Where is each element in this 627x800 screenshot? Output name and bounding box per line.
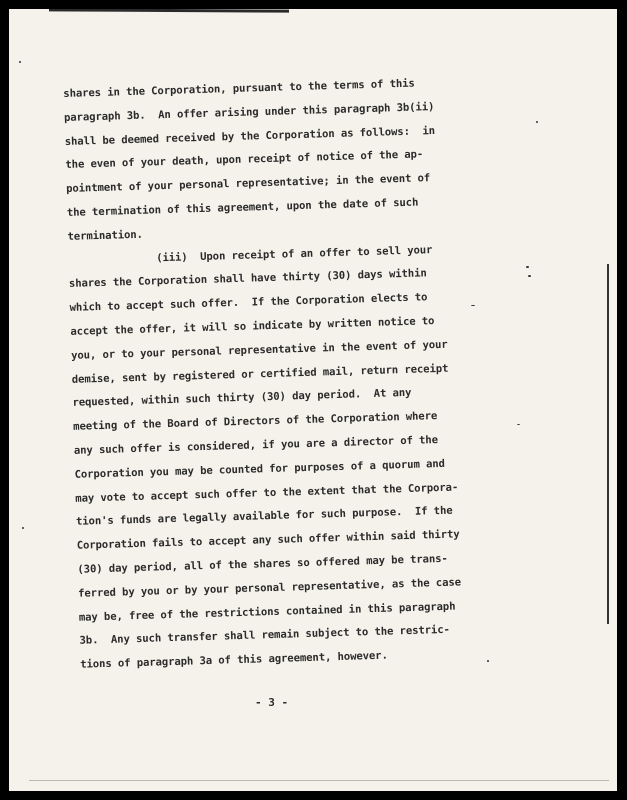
scan-speck — [22, 527, 24, 529]
text-line: shares in the Corporation, pursuant to the terms of this — [63, 77, 415, 100]
text-line: any such offer is considered, if you are a director of the — [73, 433, 439, 457]
text-line: requested, within such thirty (30) day period. At any — [72, 387, 412, 410]
text-line: may vote to accept such offer to the extent that the Corpora- — [75, 481, 459, 505]
scan-speck — [528, 275, 531, 277]
scan-speck — [19, 61, 21, 63]
text-line: (30) day period, all of the shares so offered may be trans- — [77, 552, 448, 576]
paragraph-heading: (iii) Upon receipt of an offer to sell your — [156, 243, 433, 264]
text-line: tion's funds are legally available for such purpose. If the — [75, 504, 453, 529]
text-line: 3b. Any such transfer shall remain subject to the restric- — [79, 624, 450, 648]
text-line: ferred by you or by your personal representative, as the case — [77, 576, 462, 600]
text-line: you, or to your personal representative in the event of your — [70, 338, 448, 362]
scan-speck — [536, 121, 538, 123]
text-line: the termination of this agreement, upon the date of such — [66, 196, 419, 219]
text-line: Corporation fails to accept any such offer within said thirty — [76, 528, 460, 552]
text-line: paragraph 3b. An offer arising under this paragraph 3b(ii) — [63, 100, 435, 124]
text-line: the even of your death, upon receipt of notice of the ap- — [65, 148, 424, 172]
document-body — [63, 71, 500, 678]
document-page — [9, 9, 617, 791]
text-line: termination. — [67, 228, 144, 243]
text-line: demise, sent by registered or certified mail, return receipt — [71, 362, 449, 386]
scan-edge-bottom — [29, 780, 609, 781]
text-line: pointment of your personal representative; in the event of — [65, 172, 431, 196]
text-line: tions of paragraph 3a of this agreement, however. — [80, 649, 388, 671]
text-line: may be, free of the restrictions contained in this paragraph — [78, 600, 456, 624]
scan-speck — [517, 424, 520, 425]
text-line: Corporation you may be counted for purposes of a quorum and — [74, 457, 446, 481]
text-line: meeting of the Board of Directors of the Corporation where — [73, 410, 438, 434]
scan-edge-top — [49, 9, 289, 13]
page-number: - 3 - — [255, 696, 289, 709]
scan-speck — [526, 266, 529, 268]
text-line: shall be deemed received by the Corporation as follows: in — [64, 124, 436, 148]
text-line: accept the offer, it will so indicate by written notice to — [70, 315, 435, 338]
text-line: which to accept such offer. If the Corporation elects to — [69, 291, 428, 315]
text-line: shares the Corporation shall have thirty (30) days within — [68, 267, 427, 291]
scan-edge-right — [607, 264, 609, 624]
